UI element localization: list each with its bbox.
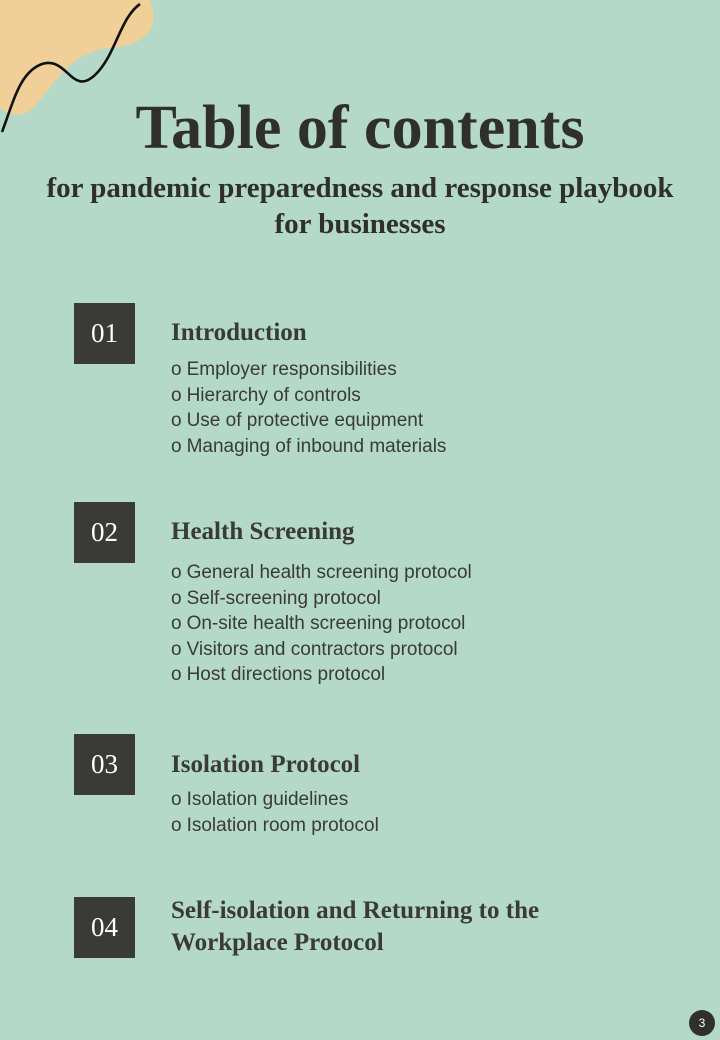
bullet-icon: o — [171, 664, 182, 686]
bullet-icon: o — [171, 359, 182, 380]
list-item-label: On-site health screening protocol — [186, 613, 466, 635]
list-item — [171, 434, 446, 460]
section-title: Isolation Protocol — [171, 751, 361, 778]
list-item — [171, 637, 472, 663]
list-item — [171, 560, 472, 586]
list-item — [171, 586, 472, 612]
section-number-badge: 03 — [74, 734, 135, 795]
list-item — [171, 357, 446, 383]
bullet-icon: o — [171, 814, 182, 836]
list-item-label: Employer responsibilities — [186, 359, 397, 380]
list-item-label: Use of protective equipment — [186, 410, 424, 432]
page-subtitle: for pandemic preparedness and response playbook for businesses — [46, 172, 674, 240]
bullet-icon: o — [171, 638, 182, 660]
list-item-label: Isolation room protocol — [186, 814, 379, 836]
list-item-label: Managing of inbound materials — [186, 435, 447, 457]
list-item-label: Hierarchy of controls — [186, 384, 361, 406]
list-item — [171, 383, 446, 409]
list-item — [171, 813, 379, 839]
bullet-icon: o — [171, 435, 182, 457]
list-item-label: Host directions protocol — [186, 664, 386, 686]
list-item — [171, 611, 472, 637]
list-item — [171, 787, 379, 813]
page-number-badge: 3 — [689, 1010, 715, 1036]
list-item-label: Self-screening protocol — [186, 587, 381, 609]
list-item-label: Visitors and contractors protocol — [186, 638, 458, 660]
section-item-list — [171, 787, 379, 838]
bullet-icon: o — [171, 587, 182, 609]
bullet-icon: o — [171, 613, 182, 635]
bullet-icon: o — [171, 410, 182, 432]
list-item — [171, 662, 472, 688]
section-item-list — [171, 357, 446, 459]
section-title: Self-isolation and Returning to the Workplace Protocol — [171, 897, 540, 956]
list-item — [171, 408, 446, 434]
section-title: Health Screening — [171, 518, 355, 545]
bullet-icon: o — [171, 562, 182, 583]
section-title: Introduction — [171, 319, 307, 346]
section-number-badge: 01 — [74, 303, 135, 364]
list-item-label: General health screening protocol — [186, 562, 472, 583]
bullet-icon: o — [171, 789, 182, 810]
section-number-badge: 02 — [74, 502, 135, 563]
section-item-list — [171, 560, 472, 688]
page-title: Table of contents — [135, 94, 585, 162]
bullet-icon: o — [171, 384, 182, 406]
section-number-badge: 04 — [74, 897, 135, 958]
list-item-label: Isolation guidelines — [186, 789, 349, 810]
